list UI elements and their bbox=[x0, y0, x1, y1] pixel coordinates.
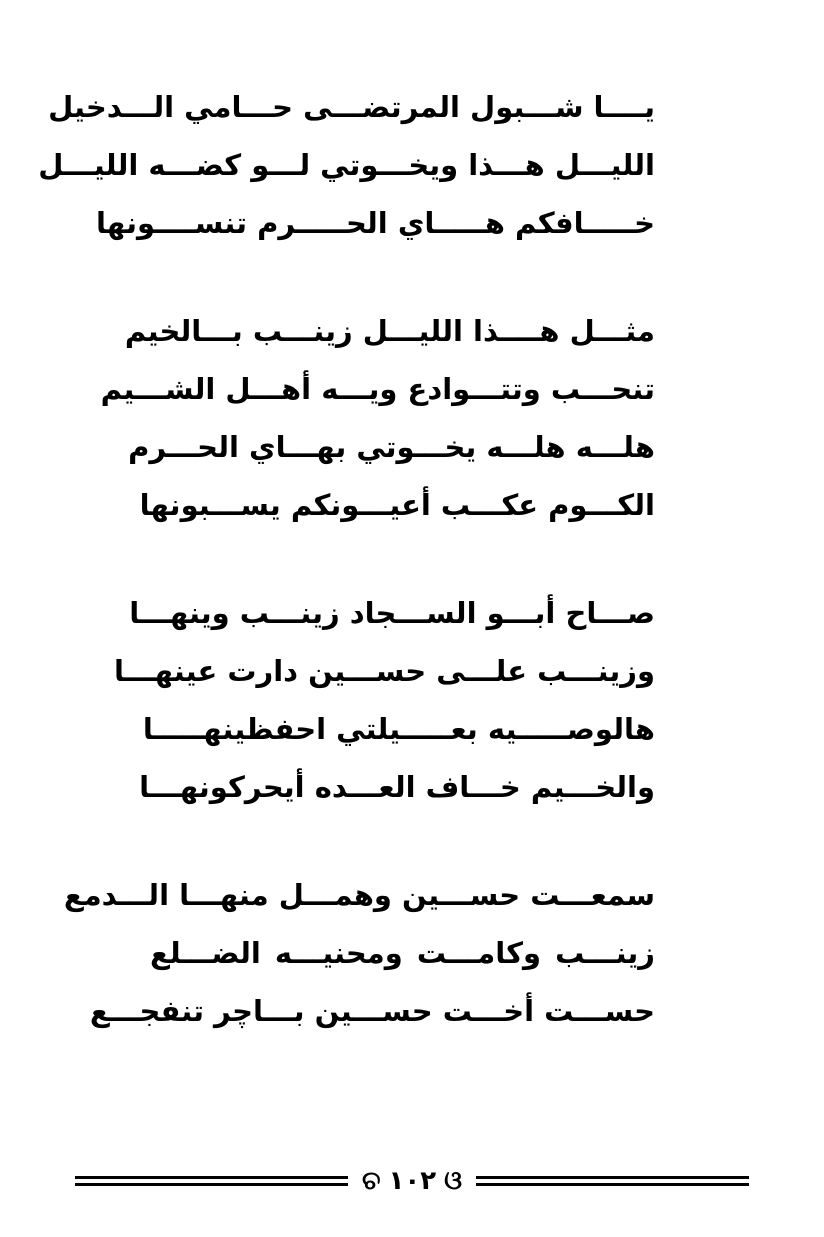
page-footer bbox=[75, 1166, 749, 1196]
verse-line: مثـــل هــــذا الليـــل زينـــب بـــالخيم bbox=[124, 314, 655, 348]
page-number: ١٠٢ bbox=[388, 1166, 437, 1196]
verse-line: الكـــوم عكـــب أعيـــونكم يســـبونها bbox=[139, 488, 655, 522]
stanza-3 bbox=[114, 584, 655, 816]
verse-line: زينـــب وكامـــت ومحنيـــه الضـــلع bbox=[150, 936, 655, 970]
verse-line: هالوصـــــيه بعـــــيلتي احفظينهـــــا bbox=[142, 712, 655, 746]
stanza-1 bbox=[38, 78, 655, 252]
footer-rule-left bbox=[75, 1176, 348, 1186]
ornament-right-icon: ଓ bbox=[444, 1166, 463, 1196]
verse-line: خـــــافكم هـــــاي الحـــــرم تنســــونها bbox=[96, 206, 655, 240]
verse-line: تنحـــب وتتـــوادع ويـــه أهـــل الشـــيم bbox=[100, 372, 655, 406]
verse-line: سمعـــت حســـين وهمـــل منهـــا الـــدمع bbox=[63, 878, 655, 912]
stanza-2 bbox=[100, 302, 655, 534]
poem-body bbox=[38, 78, 655, 1090]
page-number-mark bbox=[348, 1166, 476, 1196]
verse-line: هلـــه هلـــه يخـــوتي بهـــاي الحـــرم bbox=[128, 430, 655, 464]
verse-line: وزينـــب علـــى حســـين دارت عينهـــا bbox=[114, 654, 655, 688]
verse-line: حســـت أخـــت حســـين بـــاچر تنفجـــع bbox=[89, 994, 655, 1028]
footer-rule-right bbox=[476, 1176, 749, 1186]
stanza-4 bbox=[63, 866, 655, 1040]
verse-line: صـــاح أبـــو الســـجاد زينـــب وينهـــا bbox=[129, 596, 655, 630]
verse-line: يــــا شـــبول المرتضـــى حـــامي الـــدخيل bbox=[48, 90, 655, 124]
ornament-left-icon: ଚ bbox=[361, 1166, 381, 1196]
verse-line: والخـــيم خـــاف العـــده أيحركونهـــا bbox=[139, 770, 655, 804]
verse-line: الليـــل هـــذا ويخـــوتي لـــو كضـــه الليـــل bbox=[38, 148, 655, 182]
